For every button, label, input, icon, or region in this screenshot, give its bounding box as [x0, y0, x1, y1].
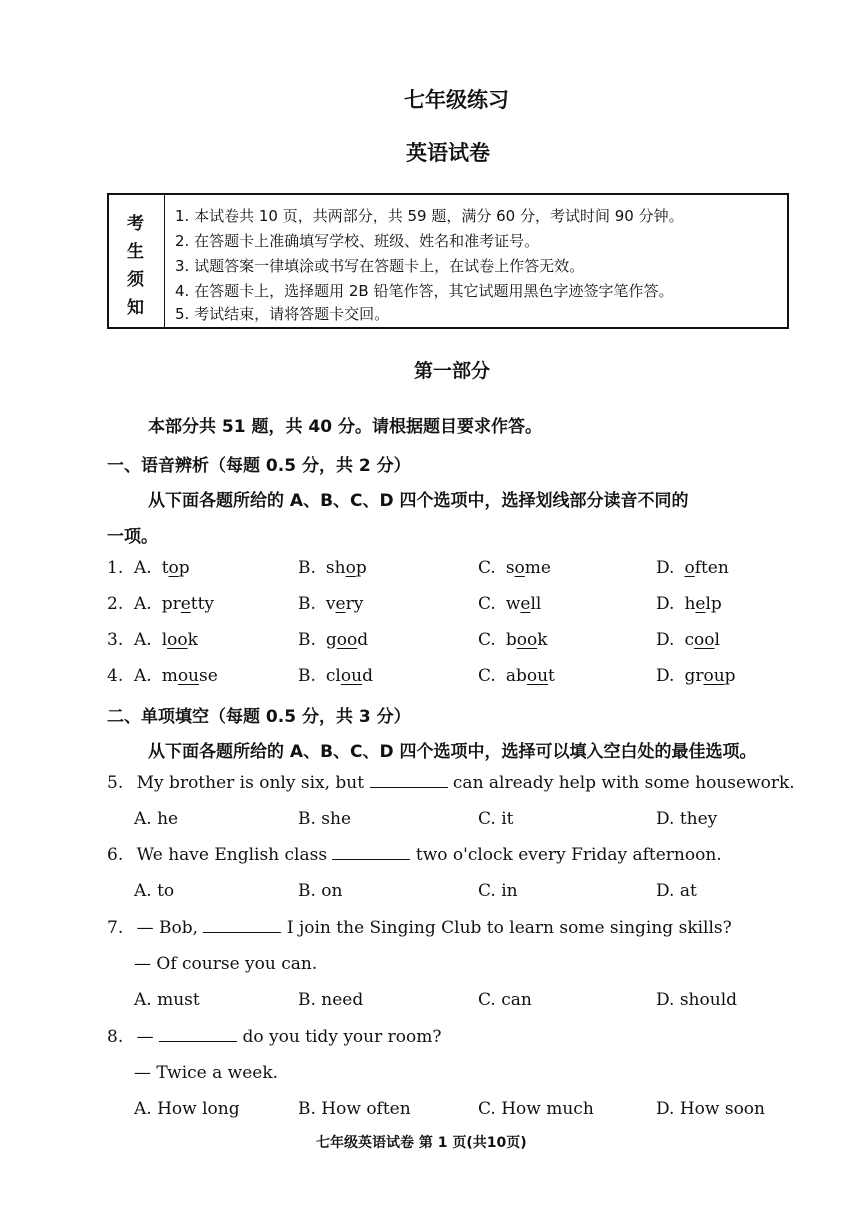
- word-part: ll: [530, 594, 542, 614]
- phonetic-option: [656, 558, 729, 578]
- question-text-before: My brother is only six, but: [136, 773, 365, 793]
- word-part: ab: [505, 666, 527, 686]
- question-text-after: two o'clock every Friday afternoon.: [415, 845, 722, 865]
- underlined-letters: oo: [167, 630, 188, 650]
- word-part: tty: [190, 594, 215, 614]
- question-number: 3.: [107, 630, 124, 650]
- option-b: B. she: [298, 809, 352, 829]
- underlined-letters: o: [684, 558, 695, 578]
- option-letter: C.: [478, 594, 496, 614]
- exam-grade-title: 七年级练习: [404, 88, 509, 112]
- section-heading: 一、语音辨析（每题 0.5 分，共 2 分）: [107, 456, 411, 476]
- underlined-letters: ou: [340, 666, 363, 686]
- underlined-letters: e: [335, 594, 346, 614]
- option-letter: A.: [134, 558, 152, 578]
- question-6: [107, 845, 722, 865]
- exam-subject-title: 英语试卷: [406, 141, 490, 165]
- phonetic-option: [656, 666, 736, 686]
- underlined-letters: ou: [703, 666, 725, 686]
- word-part: d: [362, 666, 373, 686]
- word-part: lp: [705, 594, 722, 614]
- phonetic-option: [478, 558, 551, 578]
- question-5: [107, 773, 795, 793]
- question-number: 4.: [107, 666, 124, 686]
- notice-item: 2. 在答题卡上准确填写学校、班级、姓名和准考证号。: [175, 232, 540, 250]
- option-a: A. How long: [134, 1099, 240, 1119]
- word-part: g: [325, 630, 337, 650]
- word-part: d: [357, 630, 369, 650]
- page-footer: 七年级英语试卷 第 1 页(共10页): [316, 1135, 527, 1151]
- answer-blank: [332, 858, 410, 860]
- phonetic-option: [478, 630, 548, 650]
- option-d: D. at: [656, 881, 697, 901]
- underlined-letters: e: [180, 594, 191, 614]
- word-part: me: [524, 558, 551, 578]
- phonetic-option: [134, 630, 198, 650]
- phonetic-option: [478, 594, 541, 614]
- option-d: D. should: [656, 990, 738, 1010]
- question-7: [107, 918, 732, 938]
- option-letter: D.: [656, 558, 675, 578]
- phonetic-option: [298, 630, 368, 650]
- option-letter: A.: [134, 666, 152, 686]
- section-instruction: 从下面各题所给的 A、B、C、D 四个选项中，选择划线部分读音不同的: [148, 491, 689, 511]
- word-part: v: [325, 594, 336, 614]
- option-b: B. How often: [298, 1099, 411, 1119]
- word-part: se: [199, 666, 218, 686]
- part-title: 第一部分: [414, 360, 491, 382]
- notice-item: 1. 本试卷共 10 页，共两部分，共 59 题，满分 60 分，考试时间 90 分钟。: [175, 207, 684, 225]
- notice-label-char: 考: [127, 214, 144, 234]
- question-text-after: I join the Singing Club to learn some singing skills?: [286, 918, 732, 938]
- word-part: t: [548, 666, 555, 686]
- word-part: p: [724, 666, 736, 686]
- option-c: C. it: [478, 809, 514, 829]
- word-part: ry: [345, 594, 364, 614]
- notice-label: [109, 195, 165, 327]
- question-reply: — Twice a week.: [134, 1063, 279, 1083]
- word-part: s: [505, 558, 515, 578]
- option-letter: A.: [134, 594, 152, 614]
- option-letter: C.: [478, 558, 496, 578]
- word-part: h: [684, 594, 696, 614]
- option-letter: C.: [478, 630, 496, 650]
- underlined-letters: o: [168, 558, 179, 578]
- part-intro: 本部分共 51 题，共 40 分。请根据题目要求作答。: [148, 417, 542, 437]
- word-part: k: [537, 630, 548, 650]
- notice-label-char: 须: [127, 270, 144, 290]
- option-letter: C.: [478, 666, 496, 686]
- word-part: m: [161, 666, 178, 686]
- option-letter: B.: [298, 594, 316, 614]
- option-a: A. must: [134, 990, 200, 1010]
- word-part: gr: [684, 666, 704, 686]
- exam-notice-box: [107, 193, 789, 329]
- question-number: 6.: [107, 845, 124, 865]
- answer-blank: [370, 786, 448, 788]
- question-number: 7.: [107, 918, 124, 938]
- option-b: B. need: [298, 990, 364, 1010]
- question-number: 5.: [107, 773, 124, 793]
- underlined-letters: e: [695, 594, 706, 614]
- notice-item: 4. 在答题卡上，选择题用 2B 铅笔作答，其它试题用黑色字迹签字笔作答。: [175, 282, 674, 300]
- answer-blank: [203, 931, 281, 933]
- word-part: c: [684, 630, 694, 650]
- section-instruction: 从下面各题所给的 A、B、C、D 四个选项中，选择可以填入空白处的最佳选项。: [148, 742, 757, 762]
- word-part: p: [178, 558, 190, 578]
- option-d: D. they: [656, 809, 718, 829]
- underlined-letters: o: [514, 558, 525, 578]
- word-part: k: [187, 630, 198, 650]
- option-a: A. he: [134, 809, 179, 829]
- phonetic-option: [656, 630, 720, 650]
- underlined-letters: o: [345, 558, 356, 578]
- notice-item: 5. 考试结束，请将答题卡交回。: [175, 305, 390, 323]
- option-c: C. can: [478, 990, 532, 1010]
- option-letter: A.: [134, 630, 152, 650]
- option-a: A. to: [134, 881, 175, 901]
- option-letter: B.: [298, 666, 316, 686]
- question-text-before: — Bob,: [136, 918, 199, 938]
- word-part: w: [505, 594, 521, 614]
- question-number: 2.: [107, 594, 124, 614]
- word-part: ften: [694, 558, 729, 578]
- word-part: l: [161, 630, 168, 650]
- question-number: 1.: [107, 558, 124, 578]
- section-heading: 二、单项填空（每题 0.5 分，共 3 分）: [107, 707, 411, 727]
- phonetic-option: [134, 558, 190, 578]
- option-c: C. in: [478, 881, 518, 901]
- notice-item: 3. 试题答案一律填涂或书写在答题卡上，在试卷上作答无效。: [175, 257, 585, 275]
- phonetic-option: [298, 594, 363, 614]
- underlined-letters: oo: [693, 630, 715, 650]
- question-text-before: —: [136, 1027, 154, 1047]
- question-text-after: can already help with some housework.: [452, 773, 795, 793]
- word-part: t: [161, 558, 169, 578]
- phonetic-option: [298, 666, 373, 686]
- question-number: 8.: [107, 1027, 124, 1047]
- question-8: [107, 1027, 441, 1047]
- underlined-letters: oo: [336, 630, 358, 650]
- underlined-letters: ou: [526, 666, 549, 686]
- underlined-letters: e: [520, 594, 531, 614]
- word-part: pr: [161, 594, 181, 614]
- notice-label-char: 生: [127, 242, 144, 262]
- section-instruction: 一项。: [107, 527, 158, 547]
- option-b: B. on: [298, 881, 343, 901]
- option-letter: D.: [656, 594, 675, 614]
- option-letter: D.: [656, 630, 675, 650]
- underlined-letters: oo: [516, 630, 538, 650]
- option-c: C. How much: [478, 1099, 594, 1119]
- question-text-after: do you tidy your room?: [242, 1027, 442, 1047]
- phonetic-option: [298, 558, 367, 578]
- phonetic-option: [478, 666, 555, 686]
- word-part: sh: [325, 558, 346, 578]
- question-reply: — Of course you can.: [134, 954, 318, 974]
- word-part: l: [714, 630, 720, 650]
- phonetic-option: [656, 594, 722, 614]
- phonetic-option: [134, 666, 218, 686]
- option-letter: B.: [298, 558, 316, 578]
- word-part: p: [355, 558, 367, 578]
- option-d: D. How soon: [656, 1099, 765, 1119]
- word-part: b: [505, 630, 517, 650]
- phonetic-option: [134, 594, 214, 614]
- word-part: cl: [325, 666, 341, 686]
- underlined-letters: ou: [177, 666, 199, 686]
- option-letter: B.: [298, 630, 316, 650]
- notice-label-char: 知: [127, 298, 144, 318]
- question-text-before: We have English class: [136, 845, 328, 865]
- option-letter: D.: [656, 666, 675, 686]
- answer-blank: [159, 1040, 237, 1042]
